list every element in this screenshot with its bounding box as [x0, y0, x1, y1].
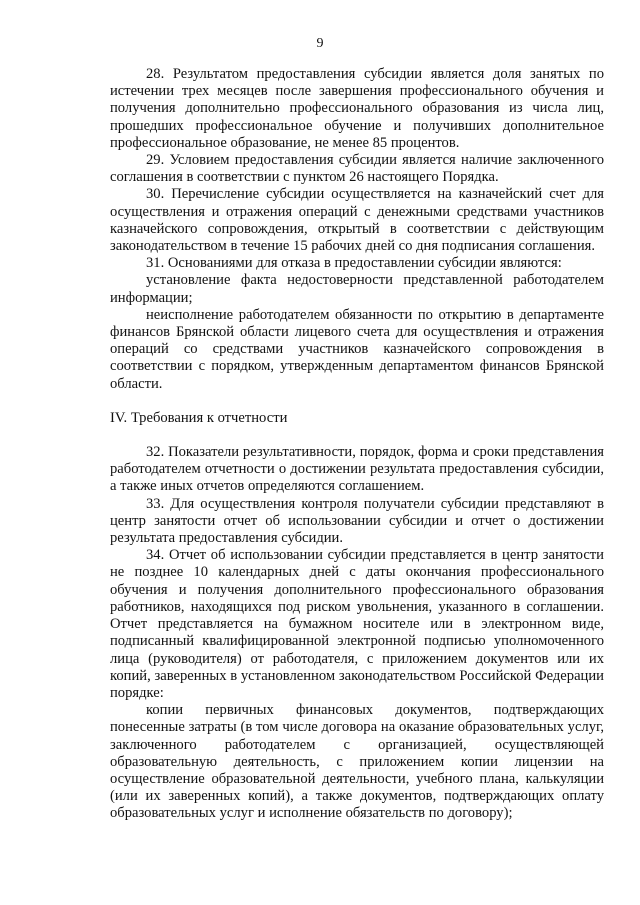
paragraph-28: 28. Результатом предоставления субсидии является доля занятых по истечении трех месяцев после завершения профессионального обучения и получения дополнительно профессионального образования из числа лиц, прошедших профессиональное обучение и получивших дополнительное профессиональное образование, не менее 85 процентов. — [110, 66, 604, 151]
paragraph-34: 34. Отчет об использовании субсидии представляется в центр занятости не позднее 10 календарных дней с даты окончания профессионального обучения и получения дополнительного профессионального образования работников, находящихся под риском увольнения, указанного в соглашении. Отчет представляется на бумажном носителе или в электронном виде, подписанный квалифицированной электронной подписью уполномоченного лица (руководителя) от работодателя, с приложением документов или их копий, заверенных в установленном законодательством Российской Федерации порядке: — [110, 547, 604, 701]
paragraph-31-item-2: неисполнение работодателем обязанности по открытию в департаменте финансов Брянской области лицевого счета для осуществления и отражения операций со средствами участников казначейского сопровождения в соответствии с порядком, утвержденным департаментом финансов Брянской области. — [110, 306, 604, 392]
paragraph-31-item-1: установление факта недостоверности представленной работодателем информации; — [110, 272, 604, 306]
paragraph-33: 33. Для осуществления контроля получатели субсидии представляют в центр занятости отчет об использовании субсидии и отчет о достижении результата предоставления субсидии. — [110, 495, 604, 547]
paragraph-34-item-1: копии первичных финансовых документов, подтверждающих понесенные затраты (в том числе договора на оказание образовательных услуг, заключенного работодателем с организацией, осуществляющей образовательную деятельность, с приложением копии лицензии на осуществление образовательной деятельности, учебного плана, калькуляции (или их заверенных копий), а также документов, подтверждающих оплату образовательных услуг и исполнение обязательств по договору); — [110, 702, 604, 822]
document-body — [110, 66, 604, 823]
paragraph-30: 30. Перечисление субсидии осуществляется на казначейский счет для осуществления и отражения операций с денежными средствами участников казначейского сопровождения, открытый в соответствии с действующим законодательством в течение 15 рабочих дней со дня подписания соглашения. — [110, 186, 604, 255]
paragraph-32: 32. Показатели результативности, порядок, форма и сроки представления работодателем отчетности о достижении результата предоставления субсидии, а также иных отчетов определяются соглашением. — [110, 444, 604, 495]
page-number: 9 — [316, 36, 324, 51]
paragraph-31: 31. Основаниями для отказа в предоставлении субсидии являются: — [146, 255, 562, 272]
section-heading: IV. Требования к отчетности — [110, 409, 288, 426]
paragraph-29: 29. Условием предоставления субсидии является наличие заключенного соглашения в соответствии с пунктом 26 настоящего Порядка. — [110, 152, 604, 186]
